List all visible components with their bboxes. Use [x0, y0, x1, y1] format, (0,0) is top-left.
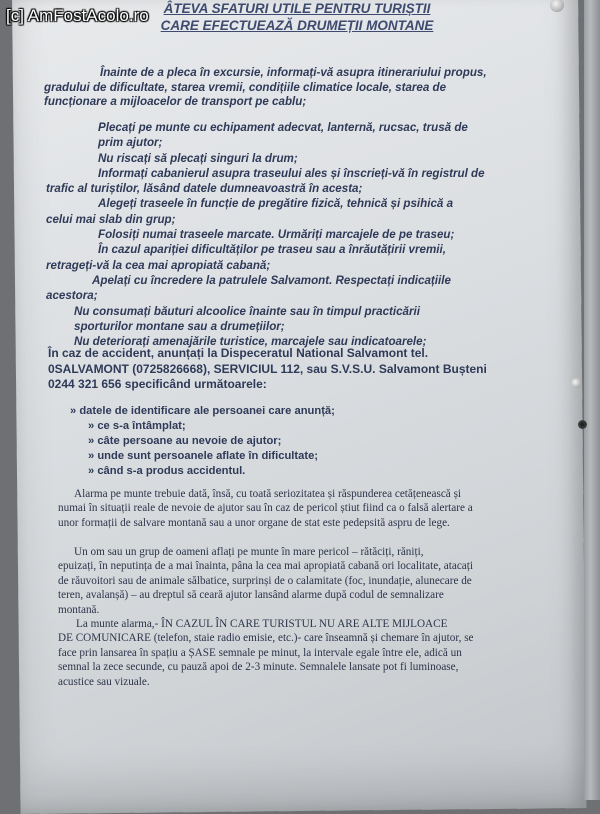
title-line-1: ÂTEVA SFATURI UTILE PENTRU TURIȘTII: [163, 1, 431, 16]
rivet-middle-right: [571, 378, 581, 388]
advice-list: Plecați pe munte cu echipament adecvat, lanternă, rucsac, trusă de prim ajutor; Nu riscați să plecați singuri la drum; Informați cabanierul asupra traseului ales și înscrieți-vă în registrul de trafic al turiștilor, lăsând datele dumneavoastră în acesta; Alegeți traseele în funcție de pregătire fizică, tehnică și psihică a celui mai slab din grup; Folosiți numai traseele marcate. Urmăriți marcajele de pe traseu; În cazul apariției dificultăților pe traseu sau a înrăutățirii vremii, retrageți-vă la cea mai apropiată cabană; Apelați cu încredere la patrulele Salvamont. Respectați indicațiile acestora; Nu consumați băuturi alcoolice înainte sau în timpul practicării sporturilor montane sau a drumețiilor; Nu deteriorați amenajările turistice, marcajele sau indicatoarele;: [46, 121, 485, 349]
alarm-paragraph-2: Un om sau un grup de oameni aflați pe munte în mare pericol – rătăciți, răniți, epuizați, în neputința de a mai înainta, pâna la cea mai apropiată cabană ori localitate, atacați de răuvoitori sau de animale sălbatice, surprinși de o calamitate (foc, inundație, alunecare de teren, avalanșă) – au dreptul să ceară ajutor lansând alarme după codul de semnalizare montană.: [58, 546, 473, 616]
list-item: » ce s-a întâmplat;: [88, 420, 186, 432]
list-item: » câte persoane au nevoie de ajutor;: [88, 435, 282, 447]
accident-info-list: [70, 404, 335, 479]
watermark: [c] AmFostAcolo.ro: [6, 6, 149, 25]
list-item: » când s-a produs accidentul.: [88, 465, 246, 477]
accident-paragraph: În caz de accident, anunțați la Dispeceratul National Salvamont tel. 0SALVAMONT (0725826668), SERVICIUL 112, sau S.V.S.U. Salvamont Bușteni 0244 321 656 specificând următoarele:: [48, 346, 487, 391]
alarm-paragraph-3: La munte alarma,- ÎN CAZUL ÎN CARE TURISTUL NU ARE ALTE MIJLOACE DE COMUNICARE (telefon, staie radio emisie, etc.)- care înseamnă și chemare în ajutor, se face prin lansarea în spațiu a ȘASE semnale pe minut, la intervale egale între ele, adică un semnal la zece secunde, cu pauză apoi de 2-3 minute. Semnalele lansate pot fi luminoase, acustice sau vizuale.: [58, 618, 474, 688]
alarm-paragraph-1: Alarma pe munte trebuie dată, însă, cu toată seriozitatea și răspunderea cetățenească și numai în situații reale de nevoie de ajutor sau în caz de pericol știut fiind ca o falsă alertare a unor formații de salvare montană sau a unor organe de stat este pedepsită aspru de lege.: [58, 488, 473, 529]
screw-hole: [578, 420, 587, 429]
notice-title: [132, 0, 462, 34]
board-frame-edge: [584, 0, 600, 800]
list-item: » unde sunt persoanele aflate în dificultate;: [88, 450, 319, 462]
intro-paragraph: Înainte de a pleca în excursie, informați-vă asupra itinerariului propus, gradului de dificultate, starea vremii, condițiile climatice locale, starea de funcționare a mijloacelor de transport pe cablu;: [44, 66, 487, 109]
title-line-2: CARE EFECTUEAZĂ DRUMEȚII MONTANE: [160, 18, 434, 33]
list-item: » datele de identificare ale persoanei care anunță;: [70, 405, 335, 417]
